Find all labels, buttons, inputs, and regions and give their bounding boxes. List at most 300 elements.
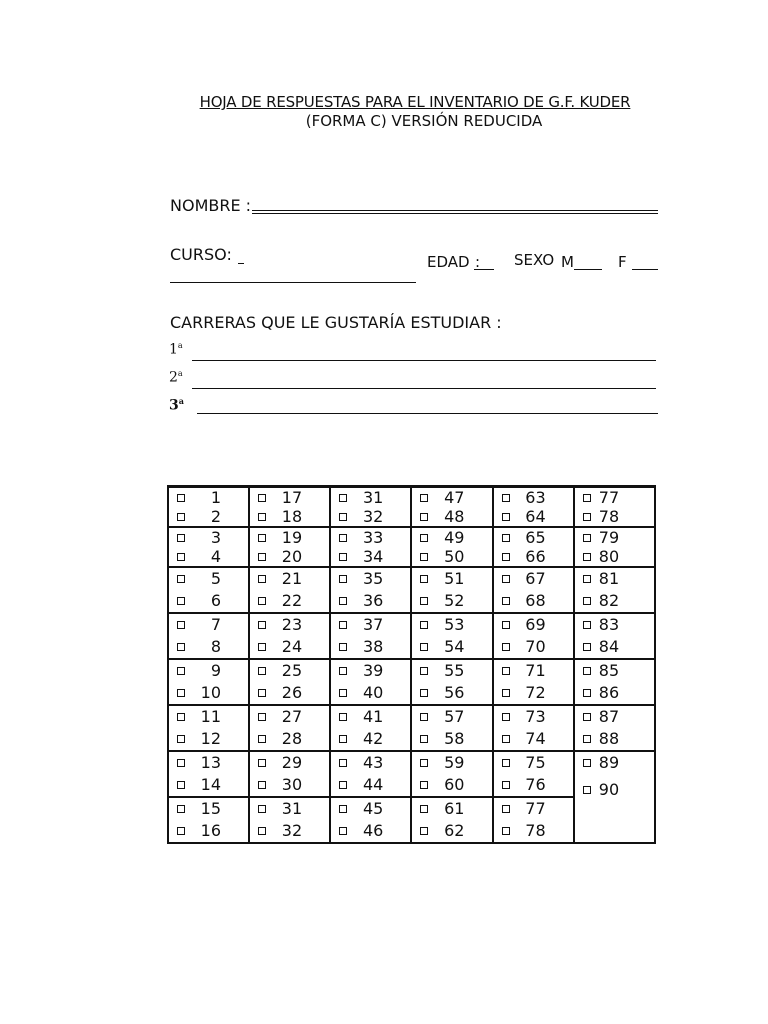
checkbox[interactable]	[177, 689, 185, 697]
grid-cell	[168, 751, 249, 797]
checkbox[interactable]	[258, 575, 266, 583]
checkbox[interactable]	[177, 667, 185, 675]
checkbox[interactable]	[502, 781, 510, 789]
checkbox[interactable]	[177, 597, 185, 605]
answer-item	[494, 507, 573, 526]
answer-item	[169, 752, 248, 774]
sexo-f-label: F	[618, 253, 627, 271]
grid-cell	[168, 797, 249, 843]
item-number: 77	[525, 799, 546, 818]
checkbox[interactable]	[502, 597, 510, 605]
answer-item	[412, 728, 491, 750]
item-number: 4	[210, 547, 221, 566]
answer-item	[169, 547, 248, 566]
checkbox[interactable]	[258, 534, 266, 542]
checkbox[interactable]	[583, 786, 591, 794]
item-number: 40	[362, 683, 384, 702]
item-number: 11	[200, 707, 221, 726]
grid-cell	[249, 487, 330, 528]
item-number: 89	[598, 753, 620, 772]
item-number: 68	[525, 591, 546, 610]
choice-1-field[interactable]	[192, 360, 656, 361]
grid-cell	[411, 567, 492, 613]
answer-item	[331, 752, 410, 774]
checkbox[interactable]	[258, 805, 266, 813]
answer-item	[331, 507, 410, 526]
item-number: 70	[525, 637, 546, 656]
item-number: 90	[598, 780, 620, 799]
answer-item	[575, 682, 654, 704]
item-number: 1	[210, 488, 221, 507]
checkbox[interactable]	[258, 689, 266, 697]
grid-cell	[411, 527, 492, 567]
grid-cell	[249, 613, 330, 659]
item-number: 65	[525, 528, 546, 547]
grid-cell	[249, 797, 330, 843]
checkbox[interactable]	[339, 575, 347, 583]
checkbox[interactable]	[502, 805, 510, 813]
choice-2-field[interactable]	[192, 388, 656, 389]
answer-item	[575, 507, 654, 526]
item-number: 28	[281, 729, 303, 748]
sexo-m-label: M	[561, 253, 574, 271]
grid-cell	[411, 705, 492, 751]
checkbox[interactable]	[420, 781, 428, 789]
checkbox[interactable]	[502, 689, 510, 697]
item-number: 24	[281, 637, 303, 656]
item-number: 88	[598, 729, 620, 748]
item-number: 61	[444, 799, 465, 818]
answer-item	[412, 528, 491, 547]
checkbox[interactable]	[420, 534, 428, 542]
checkbox[interactable]	[177, 735, 185, 743]
answer-item	[250, 682, 329, 704]
grid-cell	[330, 527, 411, 567]
item-number: 85	[598, 661, 620, 680]
checkbox[interactable]	[339, 621, 347, 629]
item-number: 74	[525, 729, 546, 748]
answer-item	[412, 488, 491, 507]
answer-item	[494, 660, 573, 682]
answer-item	[331, 488, 410, 507]
checkbox[interactable]	[420, 513, 428, 521]
item-number: 76	[525, 775, 546, 794]
answer-item	[169, 528, 248, 547]
sexo-f-field[interactable]	[632, 269, 658, 270]
answer-item	[412, 660, 491, 682]
grid-cell	[493, 797, 574, 843]
item-number: 30	[281, 775, 303, 794]
answer-item	[169, 590, 248, 612]
answer-item	[169, 820, 248, 842]
answer-item	[250, 528, 329, 547]
checkbox[interactable]	[258, 553, 266, 561]
grid-cell	[330, 751, 411, 797]
grid-cell	[249, 659, 330, 705]
checkbox[interactable]	[583, 713, 591, 721]
sexo-m-field[interactable]	[574, 269, 602, 270]
checkbox[interactable]	[177, 759, 185, 767]
answer-item	[575, 728, 654, 750]
checkbox[interactable]	[420, 713, 428, 721]
answer-item	[169, 774, 248, 796]
answer-item	[494, 528, 573, 547]
checkbox[interactable]	[502, 494, 510, 502]
checkbox[interactable]	[420, 805, 428, 813]
item-number: 67	[525, 569, 546, 588]
checkbox[interactable]	[258, 735, 266, 743]
checkbox[interactable]	[177, 643, 185, 651]
answer-item	[169, 660, 248, 682]
curso-field-stub	[238, 263, 244, 264]
checkbox[interactable]	[258, 643, 266, 651]
checkbox[interactable]	[502, 534, 510, 542]
edad-field[interactable]	[474, 269, 494, 270]
answer-item	[250, 752, 329, 774]
grid-cell	[168, 527, 249, 567]
checkbox[interactable]	[583, 735, 591, 743]
item-number: 20	[281, 547, 303, 566]
checkbox[interactable]	[583, 667, 591, 675]
checkbox[interactable]	[339, 827, 347, 835]
answer-item	[250, 488, 329, 507]
answer-item	[250, 728, 329, 750]
grid-cell	[493, 613, 574, 659]
item-number: 16	[200, 821, 221, 840]
checkbox[interactable]	[177, 827, 185, 835]
checkbox[interactable]	[583, 643, 591, 651]
answer-item	[331, 728, 410, 750]
checkbox[interactable]	[177, 621, 185, 629]
answer-item	[494, 636, 573, 658]
grid-cell	[493, 659, 574, 705]
answer-item	[331, 528, 410, 547]
checkbox[interactable]	[339, 643, 347, 651]
checkbox[interactable]	[339, 713, 347, 721]
checkbox[interactable]	[339, 553, 347, 561]
checkbox[interactable]	[583, 597, 591, 605]
checkbox[interactable]	[583, 553, 591, 561]
checkbox[interactable]	[258, 494, 266, 502]
item-number: 60	[444, 775, 465, 794]
answer-item	[331, 820, 410, 842]
item-number: 39	[362, 661, 384, 680]
answer-item	[412, 568, 491, 590]
checkbox[interactable]	[583, 621, 591, 629]
item-number: 79	[598, 528, 620, 547]
item-number: 63	[525, 488, 546, 507]
grid-cell	[574, 613, 655, 659]
grid-cell	[249, 567, 330, 613]
checkbox[interactable]	[177, 553, 185, 561]
checkbox[interactable]	[258, 713, 266, 721]
answer-item	[494, 752, 573, 774]
answer-item	[169, 568, 248, 590]
checkbox[interactable]	[502, 713, 510, 721]
grid-cell	[330, 797, 411, 843]
item-number: 41	[362, 707, 384, 726]
checkbox[interactable]	[339, 781, 347, 789]
answer-item	[331, 706, 410, 728]
checkbox[interactable]	[177, 805, 185, 813]
checkbox[interactable]	[583, 534, 591, 542]
answer-item	[250, 774, 329, 796]
item-number: 38	[362, 637, 384, 656]
checkbox[interactable]	[177, 781, 185, 789]
answer-item	[331, 590, 410, 612]
grid-cell	[493, 751, 574, 797]
item-number: 23	[281, 615, 303, 634]
checkbox[interactable]	[258, 759, 266, 767]
item-number: 36	[362, 591, 384, 610]
answer-item	[412, 798, 491, 820]
grid-cell	[249, 751, 330, 797]
checkbox[interactable]	[502, 553, 510, 561]
answer-item	[575, 752, 654, 774]
item-number: 46	[362, 821, 384, 840]
checkbox[interactable]	[502, 621, 510, 629]
answer-grid	[167, 485, 656, 844]
checkbox[interactable]	[502, 667, 510, 675]
item-number: 81	[598, 569, 620, 588]
item-number: 8	[210, 637, 221, 656]
nombre-field[interactable]	[252, 210, 658, 214]
item-number: 54	[444, 637, 465, 656]
choice-3-field[interactable]	[197, 413, 658, 414]
grid-cell	[411, 751, 492, 797]
grid-cell	[411, 659, 492, 705]
grid-row	[168, 567, 655, 613]
curso-field[interactable]	[170, 282, 416, 283]
answer-item	[331, 568, 410, 590]
checkbox[interactable]	[502, 827, 510, 835]
item-number: 64	[525, 507, 546, 526]
checkbox[interactable]	[177, 494, 185, 502]
checkbox[interactable]	[420, 667, 428, 675]
grid-cell	[330, 613, 411, 659]
answer-item	[412, 614, 491, 636]
grid-cell	[330, 487, 411, 528]
checkbox[interactable]	[339, 494, 347, 502]
checkbox[interactable]	[420, 575, 428, 583]
item-number: 10	[200, 683, 221, 702]
item-number: 18	[281, 507, 303, 526]
grid-row	[168, 613, 655, 659]
answer-item	[169, 798, 248, 820]
item-number: 48	[444, 507, 465, 526]
checkbox[interactable]	[502, 513, 510, 521]
grid-cell	[168, 705, 249, 751]
checkbox[interactable]	[339, 597, 347, 605]
grid-cell	[411, 613, 492, 659]
checkbox[interactable]	[258, 513, 266, 521]
grid-cell	[249, 527, 330, 567]
grid-cell	[574, 527, 655, 567]
checkbox[interactable]	[502, 759, 510, 767]
checkbox[interactable]	[420, 689, 428, 697]
item-number: 44	[362, 775, 384, 794]
curso-label: CURSO:	[170, 245, 232, 264]
grid-cell	[330, 659, 411, 705]
item-number: 29	[281, 753, 303, 772]
answer-item	[331, 614, 410, 636]
checkbox[interactable]	[177, 713, 185, 721]
answer-item	[412, 636, 491, 658]
sexo-label: SEXO	[514, 251, 555, 269]
item-number: 43	[362, 753, 384, 772]
checkbox[interactable]	[420, 643, 428, 651]
answer-item	[494, 706, 573, 728]
checkbox[interactable]	[420, 735, 428, 743]
answer-item	[575, 706, 654, 728]
answer-item	[494, 614, 573, 636]
checkbox[interactable]	[339, 735, 347, 743]
item-number: 80	[598, 547, 620, 566]
answer-item	[250, 568, 329, 590]
answer-item	[169, 728, 248, 750]
item-number: 6	[210, 591, 221, 610]
item-number: 14	[200, 775, 221, 794]
item-number: 22	[281, 591, 303, 610]
item-number: 56	[444, 683, 465, 702]
checkbox[interactable]	[583, 513, 591, 521]
answer-item	[494, 568, 573, 590]
checkbox[interactable]	[339, 689, 347, 697]
item-number: 69	[525, 615, 546, 634]
checkbox[interactable]	[420, 827, 428, 835]
item-number: 71	[525, 661, 546, 680]
answer-item	[169, 507, 248, 526]
answer-item	[575, 636, 654, 658]
answer-item	[169, 614, 248, 636]
item-number: 57	[444, 707, 465, 726]
item-number: 59	[444, 753, 465, 772]
answer-item	[331, 798, 410, 820]
grid-cell	[168, 659, 249, 705]
checkbox[interactable]	[177, 575, 185, 583]
checkbox[interactable]	[502, 575, 510, 583]
grid-row	[168, 527, 655, 567]
answer-item	[331, 636, 410, 658]
edad-colon: :	[475, 253, 481, 271]
checkbox[interactable]	[339, 667, 347, 675]
checkbox[interactable]	[583, 689, 591, 697]
item-number: 66	[525, 547, 546, 566]
checkbox[interactable]	[420, 759, 428, 767]
answer-item	[412, 507, 491, 526]
item-number: 83	[598, 615, 620, 634]
item-number: 32	[281, 821, 303, 840]
grid-cell	[168, 567, 249, 613]
item-number: 47	[444, 488, 465, 507]
checkbox[interactable]	[583, 494, 591, 502]
checkbox[interactable]	[583, 759, 591, 767]
checkbox[interactable]	[339, 805, 347, 813]
item-number: 7	[210, 615, 221, 634]
answer-item	[169, 706, 248, 728]
checkbox[interactable]	[420, 553, 428, 561]
checkbox[interactable]	[258, 827, 266, 835]
answer-item	[575, 779, 654, 801]
item-number: 78	[598, 507, 620, 526]
item-number: 82	[598, 591, 620, 610]
checkbox[interactable]	[177, 534, 185, 542]
edad-label: EDAD	[427, 253, 470, 271]
answer-item	[494, 728, 573, 750]
checkbox[interactable]	[339, 759, 347, 767]
item-number: 84	[598, 637, 620, 656]
sheet-subtitle: (FORMA C) VERSIÓN REDUCIDA	[305, 112, 543, 130]
item-number: 12	[200, 729, 221, 748]
grid-cell	[493, 487, 574, 528]
item-number: 72	[525, 683, 546, 702]
answer-item	[575, 488, 654, 507]
checkbox[interactable]	[258, 667, 266, 675]
grid-cell	[493, 527, 574, 567]
checkbox[interactable]	[258, 621, 266, 629]
checkbox[interactable]	[420, 597, 428, 605]
checkbox[interactable]	[420, 494, 428, 502]
grid-row	[168, 751, 655, 797]
grid-cell	[168, 613, 249, 659]
answer-item	[250, 590, 329, 612]
item-number: 35	[362, 569, 384, 588]
checkbox[interactable]	[339, 534, 347, 542]
checkbox[interactable]	[502, 643, 510, 651]
checkbox[interactable]	[420, 621, 428, 629]
item-number: 21	[281, 569, 303, 588]
checkbox[interactable]	[339, 513, 347, 521]
answer-item	[169, 682, 248, 704]
item-number: 2	[210, 507, 221, 526]
sheet-title: HOJA DE RESPUESTAS PARA EL INVENTARIO DE G.F. KUDER	[199, 93, 631, 111]
grid-cell	[493, 567, 574, 613]
item-number: 25	[281, 661, 303, 680]
item-number: 3	[210, 528, 221, 547]
checkbox[interactable]	[258, 781, 266, 789]
answer-item	[575, 614, 654, 636]
answer-item	[575, 568, 654, 590]
answer-item	[412, 590, 491, 612]
grid-row	[168, 659, 655, 705]
grid-cell	[330, 567, 411, 613]
checkbox[interactable]	[502, 735, 510, 743]
carreras-label: CARRERAS QUE LE GUSTARÍA ESTUDIAR :	[170, 313, 502, 332]
item-number: 87	[598, 707, 620, 726]
item-number: 77	[598, 488, 620, 507]
answer-item	[250, 660, 329, 682]
grid-cell	[411, 797, 492, 843]
answer-item	[331, 547, 410, 566]
grid-cell	[493, 705, 574, 751]
item-number: 13	[200, 753, 221, 772]
answer-item	[412, 706, 491, 728]
item-number: 17	[281, 488, 303, 507]
checkbox[interactable]	[177, 513, 185, 521]
answer-item	[250, 636, 329, 658]
answer-item	[575, 528, 654, 547]
answer-item	[494, 590, 573, 612]
grid-cell	[411, 487, 492, 528]
checkbox[interactable]	[258, 597, 266, 605]
checkbox[interactable]	[583, 575, 591, 583]
grid-row	[168, 705, 655, 751]
item-number: 55	[444, 661, 465, 680]
item-number: 52	[444, 591, 465, 610]
answer-item	[575, 660, 654, 682]
choice-3-label: 3$^a$	[169, 396, 184, 414]
item-number: 75	[525, 753, 546, 772]
